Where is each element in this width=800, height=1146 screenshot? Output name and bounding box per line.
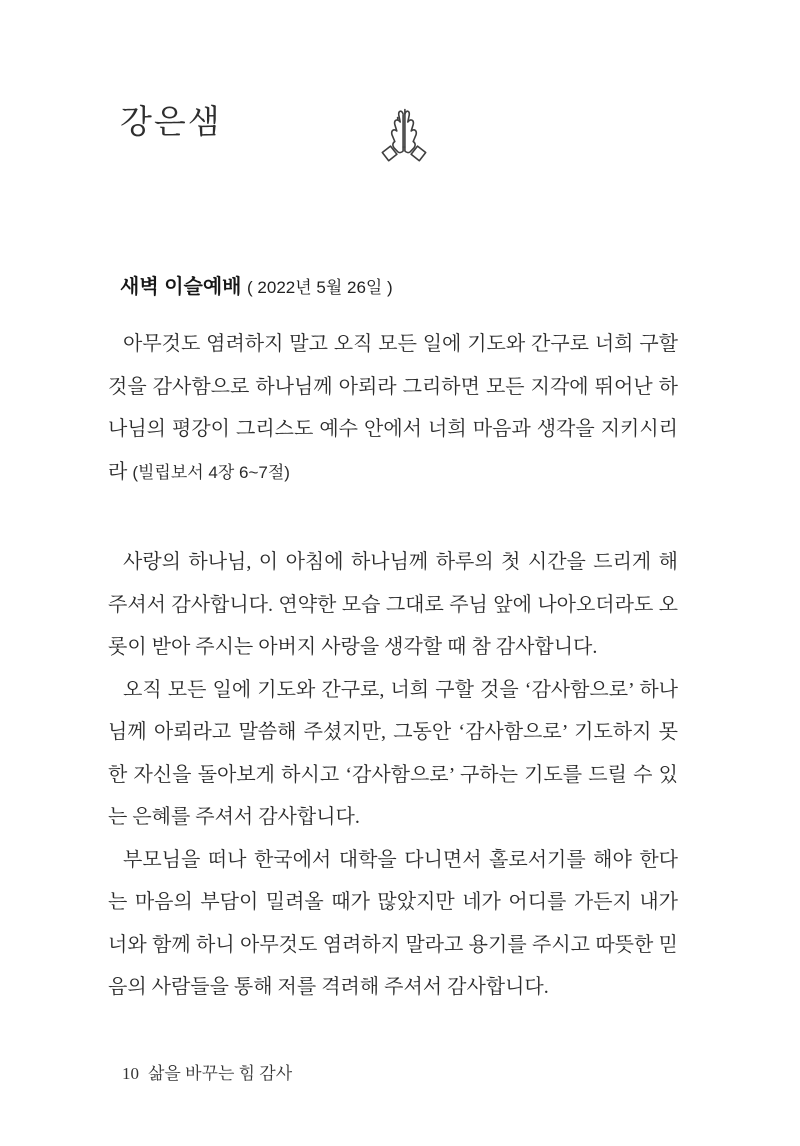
page-content — [108, 272, 678, 1009]
heading-title: 새벽 이슬예배 — [120, 276, 242, 298]
body-paragraph: 사랑의 하나님, 이 아침에 하나님께 하루의 첫 시간을 드리게 해 주셔서 감사합니다. 연약한 모습 그대로 주님 앞에 나아오더라도 오롯이 받아 주시는 아버지 사랑을 생각할 때 참 감사합니다. — [108, 551, 678, 658]
body-paragraph: 부모님을 떠나 한국에서 대학을 다니면서 홀로서기를 해야 한다는 마음의 부담이 밀려올 때가 많았지만 네가 어디를 가든지 내가 너와 함께 하니 아무것도 염려하지 말라고 용기를 주시고 따뜻한 믿음의 사람들을 통해 저를 격려해 주셔서 감사합니다. — [108, 848, 678, 998]
scripture-paragraph — [108, 323, 678, 494]
scripture-text: 아무것도 염려하지 말고 오직 모든 일에 기도와 간구로 너희 구할 것을 감사함으로 하나님께 아뢰라 그리하면 모든 지각에 뛰어난 하나님의 평강이 그리스도 예수 안에서 너희 마음과 생각을 지키시리라 — [108, 333, 678, 483]
page-footer — [122, 1062, 292, 1086]
page-number: 10 — [122, 1064, 139, 1083]
section-heading — [120, 272, 678, 303]
heading-date: ( 2022년 5월 26일 ) — [247, 278, 393, 297]
book-title: 삶을 바꾸는 힘 감사 — [148, 1064, 293, 1083]
praying-hands-icon — [381, 106, 427, 164]
body-paragraph: 오직 모든 일에 기도와 간구로, 너희 구할 것을 ‘감사함으로’ 하나님께 아뢰라고 말씀해 주셨지만, 그동안 ‘감사함으로’ 기도하지 못한 자신을 돌아보게 하시고 ‘감사함으로’ 구하는 기도를 드릴 수 있는 은혜를 주셔서 감사합니다. — [108, 678, 678, 828]
scripture-reference: (빌립보서 4장 6~7절) — [132, 462, 290, 482]
author-name: 강은샘 — [120, 105, 222, 141]
